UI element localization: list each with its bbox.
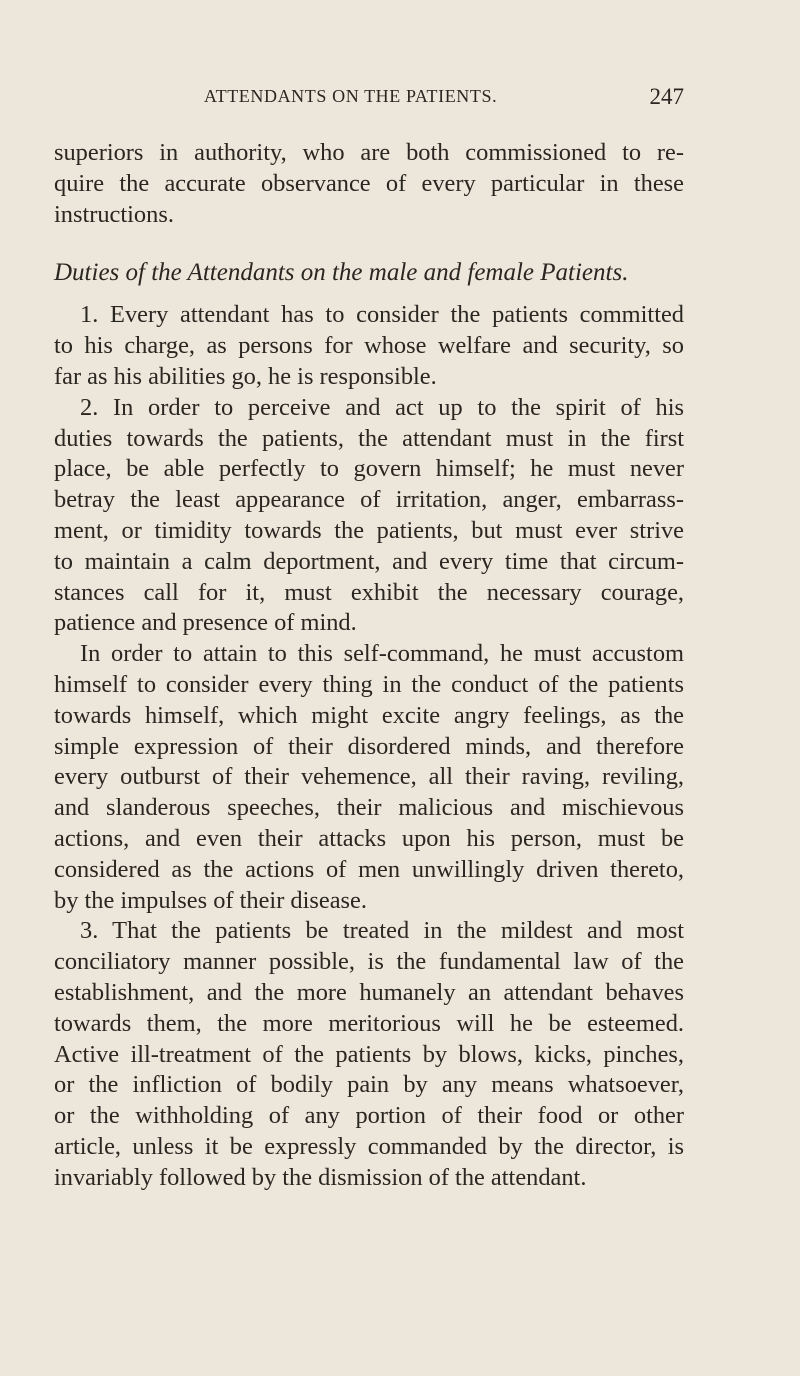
text-line: Active ill-treatment of the patients by blows, kicks, pinches, [54,1040,684,1068]
text-line: 2. In order to perceive and act up to the spirit of his [80,393,684,421]
text-line: instructions. [54,200,174,228]
text-line: quire the accurate observance of every particular in these [54,169,684,197]
text-line: betray the least appearance of irritation, anger, embarrass- [54,486,684,514]
text-line: or the withholding of any portion of their food or other [54,1102,684,1130]
text-line: stances call for it, must exhibit the necessary courage, [54,578,684,606]
paragraph-4 [54,916,684,1193]
body-text [54,138,684,1194]
text-line: and slanderous speeches, their malicious and mischievous [54,794,684,822]
text-line: place, be able perfectly to govern himself; he must never [54,455,684,483]
paragraph-1 [54,300,684,392]
text-line: patience and presence of mind. [54,609,357,637]
text-line: superiors in authority, who are both commissioned to re- [54,139,684,166]
paragraph-3 [54,639,684,916]
text-line: 3. That the patients be treated in the mildest and most [80,917,684,945]
text-line: to maintain a calm deportment, and every time that circum- [54,547,684,575]
text-line: 1. Every attendant has to consider the patients committed [80,301,684,329]
text-line: towards himself, which might excite angry feelings, as the [54,701,684,729]
intro-paragraph [54,138,684,230]
text-line: conciliatory manner possible, is the fundamental law of the [54,948,684,976]
text-line: considered as the actions of men unwillingly driven thereto, [54,855,684,883]
text-line: simple expression of their disordered minds, and therefore [54,732,684,760]
text-line: actions, and even their attacks upon his person, must be [54,824,684,852]
text-line: duties towards the patients, the attendant must in the first [54,424,684,452]
text-line: towards them, the more meritorious will he be esteemed. [54,1009,684,1037]
page-number: 247 [649,84,684,109]
running-head: ATTENDANTS ON THE PATIENTS. [204,86,498,106]
text-line: or the infliction of bodily pain by any means whatsoever, [54,1071,684,1099]
text-line: In order to attain to this self-command, he must accustom [80,640,684,668]
text-line: every outburst of their vehemence, all their raving, reviling, [54,763,684,791]
text-line: by the impulses of their disease. [54,886,367,914]
page-header [54,86,684,116]
text-line: establishment, and the more humanely an attendant behaves [54,978,684,1006]
text-line: ment, or timidity towards the patients, but must ever strive [54,516,684,544]
text-line: to his charge, as persons for whose welfare and security, so [54,332,684,360]
text-line: far as his abilities go, he is responsible. [54,362,437,390]
paragraph-2 [54,393,684,639]
text-line: himself to consider every thing in the conduct of the patients [54,670,684,698]
text-line: article, unless it be expressly commanded by the director, is [54,1132,684,1160]
text-line: invariably followed by the dismission of the attendant. [54,1163,587,1191]
section-heading: Duties of the Attendants on the male and female Patients. [54,259,629,287]
